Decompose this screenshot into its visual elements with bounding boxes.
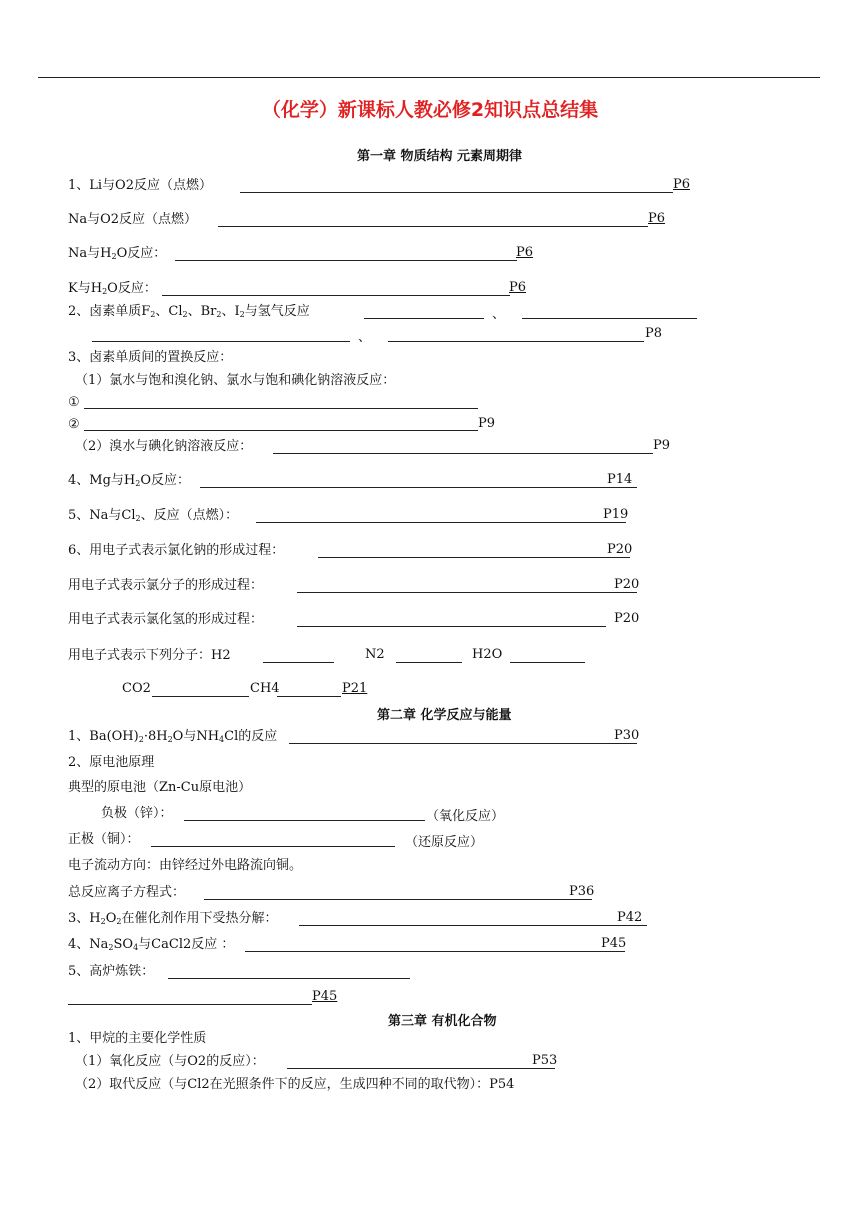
line-na-cl2 bbox=[68, 507, 238, 525]
separator: 、 bbox=[492, 307, 506, 322]
subscript: 2 bbox=[135, 514, 141, 523]
subscript: 2 bbox=[108, 943, 114, 952]
line-substitution: （2）取代反应（与Cl2在光照条件下的反应，生成四种不同的取代物）：P54 bbox=[75, 1077, 515, 1092]
subscript: 4 bbox=[133, 943, 139, 952]
answer-blank[interactable] bbox=[510, 662, 585, 663]
line-text: 与CaCl2反应 ： bbox=[138, 937, 235, 952]
answer-blank[interactable] bbox=[204, 899, 592, 900]
answer-blank[interactable] bbox=[277, 696, 341, 697]
answer-blank[interactable] bbox=[522, 318, 697, 319]
chapter-1-heading: 第一章 物质结构 元素周期律 bbox=[357, 149, 523, 164]
answer-blank[interactable] bbox=[84, 408, 478, 409]
subscript: 2 bbox=[102, 287, 108, 296]
line-na-o2 bbox=[68, 211, 197, 229]
answer-blank[interactable] bbox=[289, 743, 637, 744]
label-ch4: CH4 bbox=[250, 681, 280, 696]
line-text: 4、Na bbox=[68, 937, 109, 952]
answer-blank[interactable] bbox=[151, 846, 395, 847]
line-text: O反应： bbox=[140, 473, 191, 488]
page-ref: P20 bbox=[607, 542, 633, 557]
line-text: K与H bbox=[68, 281, 103, 296]
answer-blank[interactable] bbox=[318, 557, 630, 558]
line-chlorine-water: （1）氯水与饱和溴化钠、氯水与饱和碘化钠溶液反应： bbox=[75, 373, 396, 388]
answer-blank[interactable] bbox=[297, 626, 606, 627]
page-ref: P21 bbox=[342, 681, 368, 696]
answer-blank[interactable] bbox=[388, 341, 644, 342]
subscript: 2 bbox=[150, 310, 156, 319]
page-ref: P45 bbox=[601, 936, 627, 951]
subscript: 4 bbox=[219, 735, 225, 744]
answer-blank[interactable] bbox=[245, 951, 625, 952]
reduction-note: （还原反应） bbox=[405, 835, 484, 850]
answer-blank[interactable] bbox=[168, 978, 410, 979]
answer-blank[interactable] bbox=[152, 696, 249, 697]
label-h2o: H2O bbox=[472, 647, 503, 662]
line-text: 1、Ba(OH) bbox=[68, 729, 139, 744]
label-co2: CO2 bbox=[122, 681, 151, 696]
page-ref: P9 bbox=[653, 438, 671, 453]
answer-blank[interactable] bbox=[92, 341, 350, 342]
line-text: SO bbox=[113, 937, 134, 952]
line-text: Na与O2反应（点燃） bbox=[68, 212, 198, 227]
line-bromine-water: （2）溴水与碘化钠溶液反应： bbox=[75, 439, 253, 454]
line-anode: 负极（锌）： bbox=[101, 806, 173, 821]
line-cell-principle: 2、原电池原理 bbox=[68, 755, 155, 770]
line-total-ionic: 总反应离子方程式： bbox=[68, 885, 186, 900]
line-hcl-electron: 用电子式表示氯化氢的形成过程： bbox=[68, 612, 264, 627]
page-ref: P42 bbox=[617, 910, 643, 925]
circle-one: ① bbox=[68, 395, 80, 410]
line-text: 5、Na与Cl bbox=[68, 508, 136, 523]
page-ref: P8 bbox=[645, 326, 663, 341]
line-zn-cu-cell: 典型的原电池（Zn-Cu原电池） bbox=[68, 780, 252, 795]
page-ref: P45 bbox=[312, 989, 338, 1004]
line-molecules: 用电子式表示下列分子：H2 bbox=[68, 648, 231, 663]
answer-blank[interactable] bbox=[273, 453, 653, 454]
chapter-2-heading: 第二章 化学反应与能量 bbox=[377, 708, 512, 723]
subscript: 2 bbox=[138, 735, 144, 744]
answer-blank[interactable] bbox=[162, 295, 510, 296]
page-ref: P30 bbox=[614, 728, 640, 743]
page-ref: P9 bbox=[478, 416, 496, 431]
page-ref: P14 bbox=[607, 472, 633, 487]
line-text: 1、Li与O2反应（点燃） bbox=[68, 178, 212, 193]
line-text: 2、卤素单质F bbox=[68, 304, 151, 319]
line-text: 、反应（点燃）： bbox=[140, 508, 239, 523]
subscript: 2 bbox=[100, 917, 106, 926]
line-na2so4 bbox=[68, 936, 234, 954]
line-oxidation: （1）氧化反应（与O2的反应）： bbox=[75, 1054, 265, 1069]
page-ref: P6 bbox=[648, 211, 666, 226]
line-text: 、Cl bbox=[155, 304, 183, 319]
page-ref: P6 bbox=[516, 245, 534, 260]
line-text: 与氢气反应 bbox=[244, 304, 310, 319]
subscript: 2 bbox=[239, 310, 245, 319]
line-text: 在催化剂作用下受热分解： bbox=[121, 911, 278, 926]
line-na-h2o bbox=[68, 245, 166, 263]
answer-blank[interactable] bbox=[263, 662, 334, 663]
line-k-h2o bbox=[68, 280, 157, 298]
answer-blank[interactable] bbox=[297, 592, 637, 593]
answer-blank[interactable] bbox=[287, 1068, 555, 1069]
page-ref: P6 bbox=[673, 177, 691, 192]
label-n2: N2 bbox=[365, 647, 385, 662]
circle-two: ② bbox=[68, 417, 80, 432]
page-title: （化学）新课标人教必修2知识点总结集 bbox=[261, 99, 599, 121]
line-cl2-electron: 用电子式表示氯分子的形成过程： bbox=[68, 578, 264, 593]
line-h2o2 bbox=[68, 910, 277, 928]
line-methane: 1、甲烷的主要化学性质 bbox=[68, 1031, 207, 1046]
subscript: 2 bbox=[216, 310, 222, 319]
answer-blank[interactable] bbox=[68, 1004, 312, 1005]
page-ref: P20 bbox=[614, 611, 640, 626]
oxidation-note: （氧化反应） bbox=[426, 809, 505, 824]
line-blast-furnace: 5、高炉炼铁： bbox=[68, 964, 155, 979]
answer-blank[interactable] bbox=[240, 192, 673, 193]
line-text: O反应： bbox=[107, 281, 157, 296]
answer-blank[interactable] bbox=[175, 260, 517, 261]
page-ref: P20 bbox=[614, 577, 640, 592]
line-text: O bbox=[105, 911, 117, 926]
header-rule bbox=[38, 77, 820, 78]
line-nacl-electron: 6、用电子式表示氯化钠的形成过程： bbox=[68, 543, 285, 558]
page-ref: P19 bbox=[603, 507, 629, 522]
subscript: 2 bbox=[182, 310, 188, 319]
line-text: 、I bbox=[221, 304, 240, 319]
answer-blank[interactable] bbox=[256, 522, 626, 523]
answer-blank[interactable] bbox=[396, 662, 462, 663]
line-mg-h2o bbox=[68, 472, 190, 490]
line-displacement: 3、卤素单质间的置换反应： bbox=[68, 350, 233, 365]
subscript: 2 bbox=[135, 479, 141, 488]
line-text: 3、H bbox=[68, 911, 101, 926]
line-text: Cl的反应 bbox=[224, 729, 278, 744]
line-text: O反应： bbox=[116, 246, 167, 261]
page-ref: P36 bbox=[569, 884, 595, 899]
line-li-o2 bbox=[68, 177, 212, 195]
page-ref: P6 bbox=[509, 280, 527, 295]
answer-blank[interactable] bbox=[218, 226, 648, 227]
subscript: 2 bbox=[167, 735, 173, 744]
line-halogen-h2 bbox=[68, 303, 310, 321]
answer-blank[interactable] bbox=[184, 820, 425, 821]
line-text: Na与H bbox=[68, 246, 112, 261]
answer-blank[interactable] bbox=[299, 925, 647, 926]
answer-blank[interactable] bbox=[200, 487, 637, 488]
separator: 、 bbox=[358, 330, 372, 345]
chapter-3-heading: 第三章 有机化合物 bbox=[388, 1014, 497, 1029]
line-text: 、Br bbox=[187, 304, 217, 319]
line-text: 4、Mg与H bbox=[68, 473, 136, 488]
line-cathode: 正极（铜）： bbox=[68, 832, 140, 847]
line-electron-flow: 电子流动方向：由锌经过外电路流向铜。 bbox=[68, 858, 303, 873]
line-text: ·8H bbox=[143, 729, 168, 744]
subscript: 2 bbox=[111, 252, 117, 261]
answer-blank[interactable] bbox=[84, 430, 478, 431]
page-ref: P53 bbox=[532, 1053, 558, 1068]
answer-blank[interactable] bbox=[364, 318, 484, 319]
subscript: 2 bbox=[116, 917, 122, 926]
line-text: O与NH bbox=[172, 729, 220, 744]
line-baoh2 bbox=[68, 728, 277, 746]
